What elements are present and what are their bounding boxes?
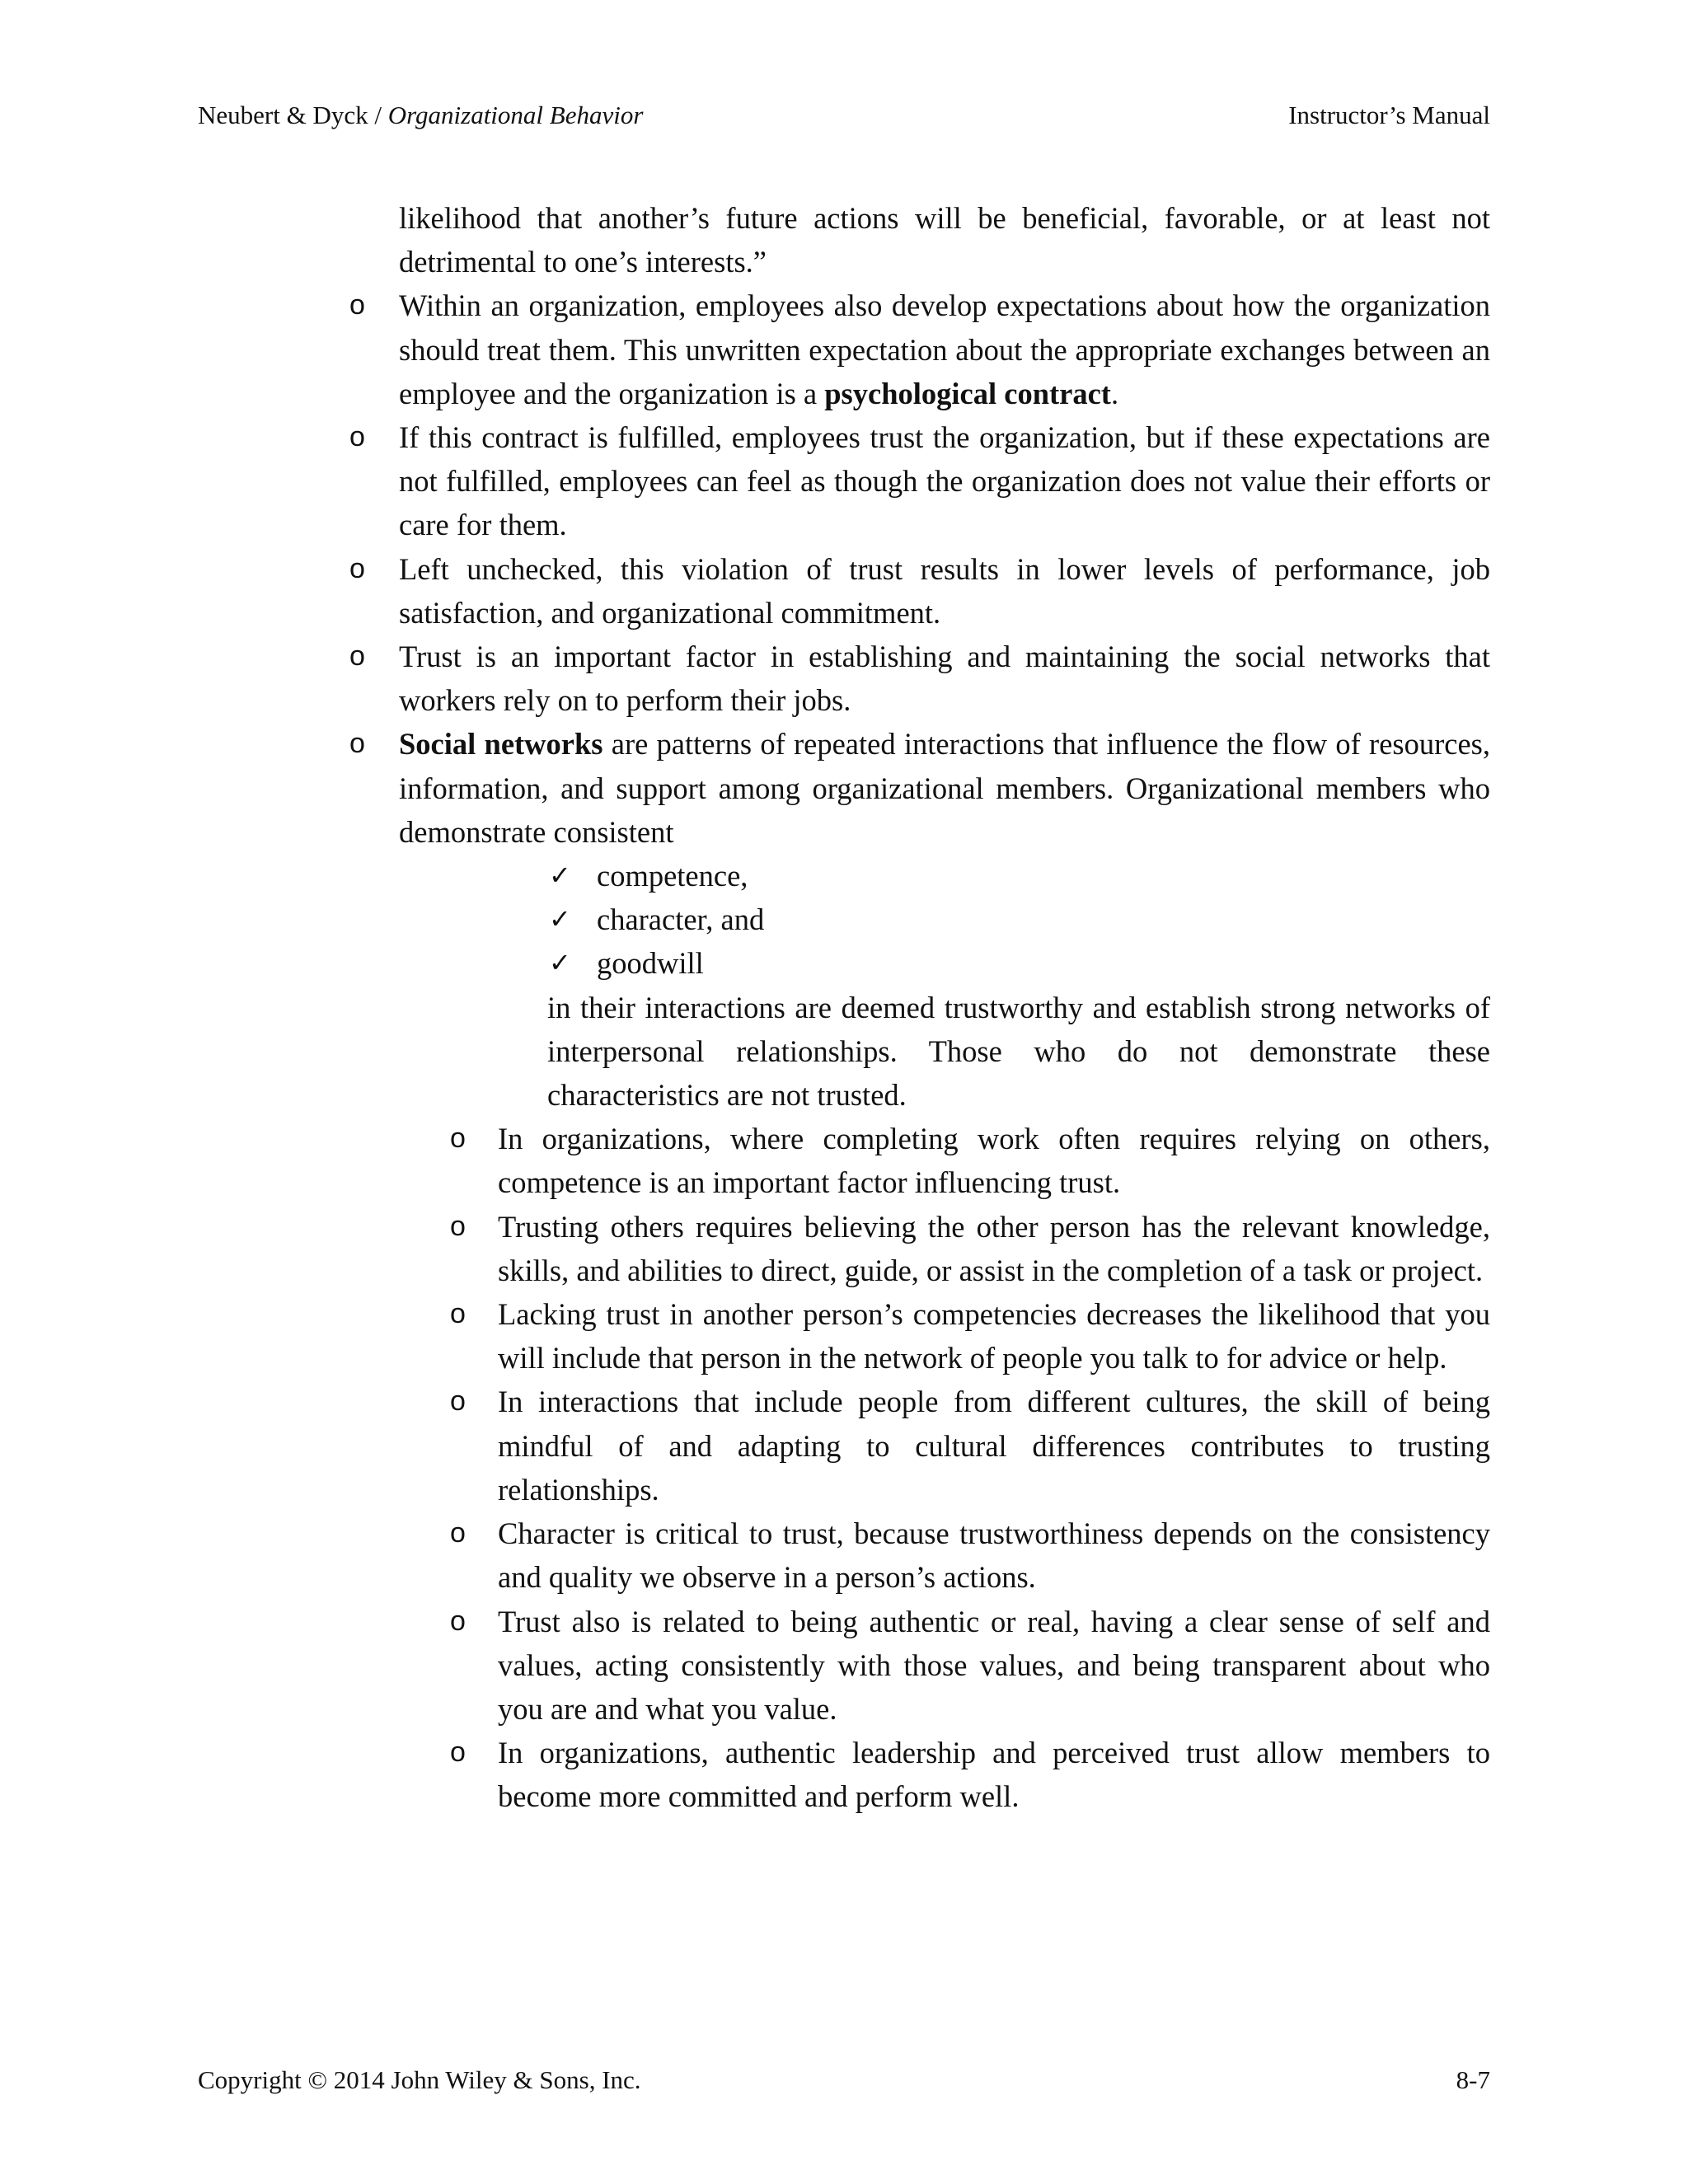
bullet-marker: o: [450, 1210, 466, 1242]
checklist-label: competence,: [597, 859, 748, 893]
subbullet-character: [450, 1511, 1490, 1599]
checkmark-icon: ✓: [549, 947, 571, 979]
bullet-marker: o: [450, 1122, 466, 1155]
bullet-text-end: .: [1110, 376, 1119, 410]
page-footer: [198, 2062, 1490, 2098]
bullet-marker: o: [450, 1605, 466, 1637]
bullet-marker: o: [450, 1736, 466, 1769]
bullet-contract-fulfilled: [349, 415, 1490, 547]
checklist-label: goodwill: [597, 946, 704, 981]
checklist-item-character: [549, 898, 1490, 941]
header-authors: Neubert & Dyck /: [198, 101, 388, 129]
bullet-trust-factor: [349, 635, 1490, 722]
bullet-text: If this contract is fulfilled, employees trust the organization, but if these expectations are not fulfilled, employees can feel as though the organization does not value their efforts or care for them.: [399, 420, 1490, 542]
bold-term-psychological-contract: psychological contract: [824, 376, 1111, 410]
bullet-text: Within an organization, employees also develop expectations about how the organization should treat them. This unwritten expectation about the appropriate exchanges between an employee and the organization is a: [399, 288, 1490, 410]
bullet-marker: o: [349, 728, 365, 760]
bullet-text: Trust is an important factor in establishing and maintaining the social networks that workers rely on to perform their jobs.: [399, 640, 1490, 718]
bullet-marker: o: [349, 421, 365, 453]
header-left: [198, 97, 643, 134]
subbullet-cultures: [450, 1380, 1490, 1511]
bullet-marker: o: [349, 552, 365, 584]
bullet-social-networks: [349, 722, 1490, 854]
checkmark-icon: ✓: [549, 903, 571, 935]
checklist-item-goodwill: [549, 941, 1490, 985]
subbullet-authentic-leadership: [450, 1731, 1490, 1818]
bullet-marker: o: [450, 1385, 466, 1418]
checklist-item-competence: [549, 854, 1490, 898]
bullet-text: Lacking trust in another person’s competencies decreases the likelihood that you will include that person in the network of people you talk to for advice or help.: [498, 1297, 1490, 1376]
header-book-title: Organizational Behavior: [387, 101, 644, 129]
subbullet-authentic: [450, 1600, 1490, 1732]
bullet-psychological-contract: [349, 284, 1490, 415]
page-number: 8-7: [1456, 2065, 1490, 2094]
subbullet-competence-trust: [450, 1117, 1490, 1204]
bullet-text: Trusting others requires believing the other person has the relevant knowledge, skills, and abilities to direct, guide, or assist in the completion of a task or project.: [498, 1209, 1490, 1287]
page-body: [0, 196, 1688, 1819]
bullet-left-unchecked: [349, 547, 1490, 635]
bullet-marker: o: [450, 1298, 466, 1330]
bullet-text: Trust also is related to being authentic or real, having a clear sense of self and values, acting consistently with those values, and being transparent about who you are and what you value.: [498, 1604, 1490, 1726]
bold-term-social-networks: Social networks: [399, 727, 603, 762]
bullet-marker: o: [349, 640, 365, 673]
bullet-text: Character is critical to trust, because trustworthiness depends on the consistency and quality we observe in a person’s actions.: [498, 1516, 1490, 1595]
bullet-text: In organizations, authentic leadership and perceived trust allow members to become more committed and perform well.: [498, 1736, 1490, 1814]
page-header: [198, 97, 1490, 134]
checkmark-icon: ✓: [549, 860, 571, 892]
intro-continuation: likelihood that another’s future actions will be beneficial, favorable, or at least not detrimental to one’s interests.”: [399, 201, 1490, 279]
bullet-text: In interactions that include people from different cultures, the skill of being mindful of and adapting to cultural differences contributes to trusting relationships.: [498, 1385, 1490, 1507]
bullet-text: In organizations, where completing work often requires relying on others, competence is an important factor influencing trust.: [498, 1122, 1490, 1200]
bullet-text: Left unchecked, this violation of trust results in lower levels of performance, job satisfaction, and organizational commitment.: [399, 551, 1490, 630]
bullet-text: are patterns of repeated interactions that influence the flow of resources, information, and support among organizational members. Organizational members who demonstrate consistent: [399, 727, 1490, 849]
checklist-label: character, and: [597, 902, 765, 937]
checklist-note: in their interactions are deemed trustworthy and establish strong networks of interpersonal relationships. Those who do not demonstrate these characteristics are not trusted.: [547, 990, 1490, 1113]
bullet-marker: o: [450, 1517, 466, 1549]
copyright-notice: Copyright © 2014 John Wiley & Sons, Inc.: [198, 2065, 641, 2094]
bullet-marker: o: [349, 289, 365, 321]
subbullet-lacking-trust: [450, 1292, 1490, 1380]
header-manual-label: Instructor’s Manual: [1288, 101, 1490, 129]
subbullet-trusting-others: [450, 1205, 1490, 1292]
